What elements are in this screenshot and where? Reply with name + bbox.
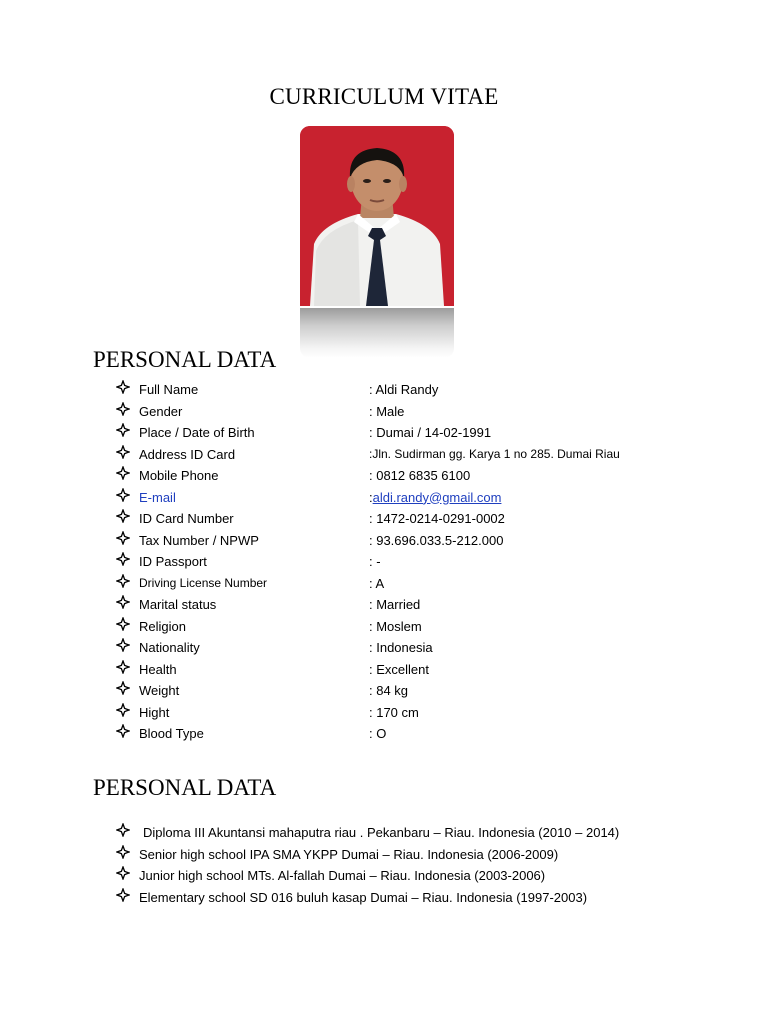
education-heading: PERSONAL DATA <box>93 775 277 800</box>
field-label: Tax Number / NPWP <box>139 532 259 548</box>
field-label: Place / Date of Birth <box>139 425 255 440</box>
field-value: : Excellent <box>369 661 429 677</box>
field-value: : Aldi Randy <box>369 382 439 397</box>
diamond-bullet-icon <box>116 660 130 674</box>
field-label: Weight <box>139 683 180 698</box>
diamond-bullet-icon <box>116 845 130 859</box>
field-label: Gender <box>139 403 183 419</box>
field-value: : - <box>369 554 381 569</box>
field-value: : 93.696.033.5-212.000 <box>369 532 504 548</box>
field-value: : 84 kg <box>369 683 409 698</box>
field-value: : Married <box>369 597 421 612</box>
list-item <box>0 616 768 636</box>
field-label: ID Passport <box>139 554 207 569</box>
list-item <box>0 401 768 421</box>
field-label: Nationality <box>139 640 200 655</box>
field-label: Address ID Card <box>139 446 236 462</box>
field-label: Marital status <box>139 597 217 612</box>
list-item <box>0 465 768 485</box>
education-entry: Elementary school SD 016 buluh kasap Dumai – Riau. Indonesia (1997-2003) <box>139 889 588 905</box>
field-label: Health <box>139 661 177 677</box>
field-value <box>369 490 501 505</box>
diamond-bullet-icon <box>116 402 130 416</box>
list-item <box>0 822 768 842</box>
field-label: Hight <box>139 704 170 720</box>
field-label: E-mail <box>139 489 176 505</box>
field-label: Religion <box>139 618 186 634</box>
diamond-bullet-icon <box>116 380 130 394</box>
list-item <box>0 637 768 657</box>
field-value: : O <box>369 726 387 741</box>
diamond-bullet-icon <box>116 617 130 631</box>
diamond-bullet-icon <box>116 574 130 588</box>
education-entry: Junior high school MTs. Al-fallah Dumai – Riau. Indonesia (2003-2006) <box>139 868 546 883</box>
field-value: : 1472-0214-0291-0002 <box>369 511 505 526</box>
list-item <box>0 594 768 614</box>
personal-data-heading: PERSONAL DATA <box>93 347 277 372</box>
diamond-bullet-icon <box>116 866 130 880</box>
diamond-bullet-icon <box>116 888 130 902</box>
diamond-bullet-icon <box>116 488 130 502</box>
education-entry: Diploma III Akuntansi mahaputra riau . Pekanbaru – Riau. Indonesia (2010 – 2014) <box>143 825 620 840</box>
list-item <box>0 680 768 700</box>
education-entry: Senior high school IPA SMA YKPP Dumai – Riau. Indonesia (2006-2009) <box>139 846 559 862</box>
list-item <box>0 444 768 464</box>
email-link[interactable]: aldi.randy@gmail.com <box>372 489 502 505</box>
diamond-bullet-icon <box>116 466 130 480</box>
list-item <box>0 573 768 593</box>
diamond-bullet-icon <box>116 638 130 652</box>
profile-photo <box>300 126 454 358</box>
diamond-bullet-icon <box>116 445 130 459</box>
diamond-bullet-icon <box>116 423 130 437</box>
list-item <box>0 530 768 550</box>
diamond-bullet-icon <box>116 703 130 717</box>
list-item <box>0 508 768 528</box>
list-item <box>0 723 768 743</box>
field-value: : A <box>369 575 385 591</box>
field-value: : Moslem <box>369 618 422 634</box>
diamond-bullet-icon <box>116 681 130 695</box>
list-item <box>0 887 768 907</box>
email-colon: : <box>369 489 373 505</box>
photo-image <box>300 126 454 306</box>
diamond-bullet-icon <box>116 595 130 609</box>
list-item <box>0 702 768 722</box>
list-item <box>0 487 768 507</box>
list-item <box>0 379 768 399</box>
diamond-bullet-icon <box>116 823 130 837</box>
list-item <box>0 659 768 679</box>
diamond-bullet-icon <box>116 552 130 566</box>
diamond-bullet-icon <box>116 531 130 545</box>
diamond-bullet-icon <box>116 509 130 523</box>
field-label: ID Card Number <box>139 511 234 526</box>
field-label: Driving License Number <box>139 575 268 590</box>
field-label: Blood Type <box>139 726 204 741</box>
field-value: : 0812 6835 6100 <box>369 468 471 483</box>
field-value: : Indonesia <box>369 640 433 655</box>
document-title: CURRICULUM VITAE <box>269 84 499 109</box>
list-item <box>0 865 768 885</box>
field-value: : 170 cm <box>369 704 419 720</box>
field-label: Mobile Phone <box>139 468 219 483</box>
photo-reflection <box>300 308 454 358</box>
list-item <box>0 422 768 442</box>
diamond-bullet-icon <box>116 724 130 738</box>
field-value: : Male <box>369 403 405 419</box>
field-value: :Jln. Sudirman gg. Karya 1 no 285. Dumai Riau <box>369 446 620 461</box>
list-item <box>0 551 768 571</box>
list-item <box>0 844 768 864</box>
field-value: : Dumai / 14-02-1991 <box>369 425 492 440</box>
field-label: Full Name <box>139 382 199 397</box>
